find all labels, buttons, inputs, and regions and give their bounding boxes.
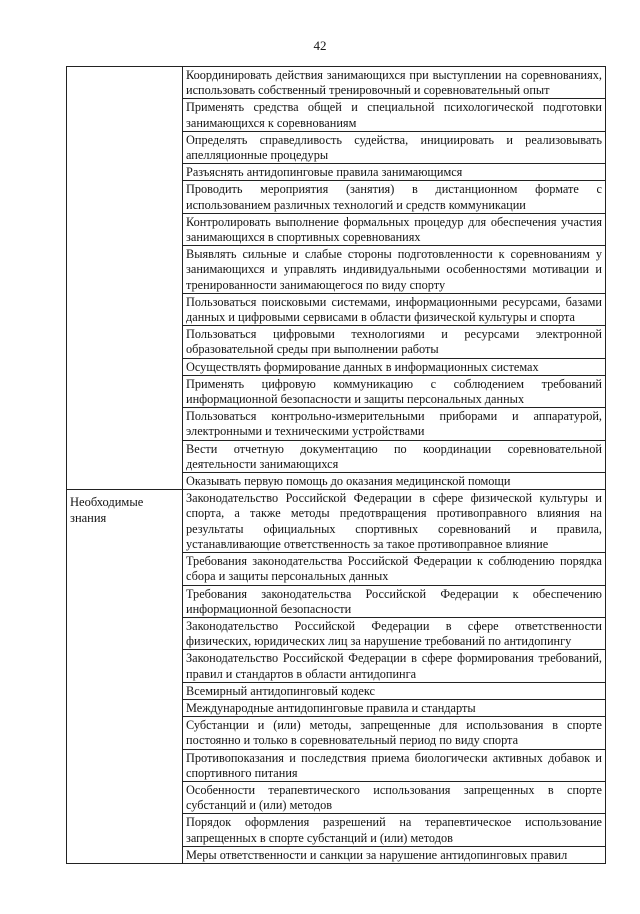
requirement-text: Меры ответственности и санкции за нарушение антидопинговых правил <box>186 847 568 862</box>
requirement-text: Применять цифровую коммуникацию с соблюдением требований информационной безопасности и защиты персональных данных <box>186 376 602 407</box>
requirement-text: Координировать действия занимающихся при выступлении на соревнованиях, использовать собственный тренировочный и соревновательный опыт <box>186 68 602 98</box>
section-label <box>67 67 182 71</box>
requirement-cell <box>183 846 606 863</box>
requirement-text: Требования законодательства Российской Федерации к соблюдению порядка сбора и защиты персональных данных <box>186 554 602 584</box>
requirement-text: Проводить мероприятия (занятия) в дистанционном формате с использованием различных технологий и средств коммуникации <box>186 182 602 212</box>
requirement-cell <box>183 358 606 375</box>
requirement-text: Законодательство Российской Федерации в сфере ответственности физических, юридических лиц за нарушение требований по антидопингу <box>186 618 602 649</box>
requirement-text: Международные антидопинговые правила и стандарты <box>186 700 476 715</box>
requirement-text: Оказывать первую помощь до оказания медицинской помощи <box>186 474 511 489</box>
requirement-cell <box>183 585 606 617</box>
requirement-text: Пользоваться поисковыми системами, информационными ресурсами, базами данных и цифровыми сервисами в области физической культуры и спорта <box>186 294 602 325</box>
requirement-cell <box>183 473 606 490</box>
requirement-text: Пользоваться цифровыми технологиями и ресурсами электронной образовательной среды при выполнении работы <box>186 327 602 357</box>
table-row <box>67 490 606 553</box>
requirement-text: Пользоваться контрольно-измерительными приборами и аппаратурой, электронными и техническими устройствами <box>186 409 602 439</box>
requirement-cell <box>183 375 606 407</box>
requirement-text: Особенности терапевтического использования запрещенных в спорте субстанций и (или) методов <box>186 782 602 813</box>
requirement-text: Противопоказания и последствия приема биологически активных добавок и спортивного питания <box>186 750 602 780</box>
requirement-cell <box>183 717 606 749</box>
requirement-cell <box>183 440 606 472</box>
requirement-cell <box>183 246 606 294</box>
requirement-cell <box>183 682 606 699</box>
requirement-cell <box>183 814 606 846</box>
section-label-cell <box>67 490 183 864</box>
requirement-cell <box>183 553 606 585</box>
requirement-cell <box>183 67 606 99</box>
requirement-cell <box>183 749 606 781</box>
page-number: 42 <box>313 38 327 53</box>
requirement-text: Требования законодательства Российской Федерации к обеспечению информационной безопасности <box>186 586 602 616</box>
requirement-text: Осуществлять формирование данных в информационных системах <box>186 359 539 374</box>
requirement-cell <box>183 99 606 131</box>
section-label: Необходимые знания <box>70 495 144 526</box>
section-label-cell-empty <box>67 67 183 490</box>
requirement-text: Выявлять сильные и слабые стороны подготовленности к соревнованиям у занимающихся и управлять индивидуальными особенностями мотивации и тренированности занимающегося по виду спорту <box>186 247 602 292</box>
requirement-text: Контролировать выполнение формальных процедур для обеспечения участия занимающихся в спортивных соревнованиях <box>186 214 602 245</box>
requirement-cell <box>183 181 606 213</box>
competency-table <box>66 66 606 864</box>
requirement-cell <box>183 131 606 163</box>
table-row <box>67 67 606 99</box>
requirement-cell <box>183 617 606 649</box>
requirement-cell <box>183 490 606 553</box>
requirement-cell <box>183 293 606 325</box>
requirement-cell <box>183 781 606 813</box>
requirement-text: Субстанции и (или) методы, запрещенные для использования в спорте постоянно и только в соревновательный период по виду спорта <box>186 718 602 748</box>
requirement-text: Законодательство Российской Федерации в сфере физической культуры и спорта, а также методы предотвращения противоправного влияния на результаты официальных спортивных соревнований и правила, устанавливающие ответственность за такое противоправное влияние <box>186 491 602 551</box>
requirement-cell <box>183 164 606 181</box>
requirement-cell <box>183 408 606 440</box>
requirement-text: Вести отчетную документацию по координации соревновательной деятельности занимающихся <box>186 441 602 471</box>
requirement-cell <box>183 699 606 716</box>
requirement-text: Применять средства общей и специальной психологической подготовки занимающихся к соревнованиям <box>186 100 602 130</box>
requirement-text: Законодательство Российской Федерации в сфере формирования требований, правил и стандартов в области антидопинга <box>186 651 602 681</box>
requirement-text: Разъяснять антидопинговые правила занимающимся <box>186 165 463 180</box>
requirement-cell <box>183 213 606 245</box>
requirement-text: Определять справедливость судейства, инициировать и реализовывать апелляционные процедуры <box>186 132 602 163</box>
requirement-text: Порядок оформления разрешений на терапевтическое использование запрещенных в спорте субстанций и (или) методов <box>186 815 602 845</box>
requirement-text: Всемирный антидопинговый кодекс <box>186 683 376 698</box>
requirement-cell <box>183 326 606 358</box>
requirement-cell <box>183 650 606 682</box>
